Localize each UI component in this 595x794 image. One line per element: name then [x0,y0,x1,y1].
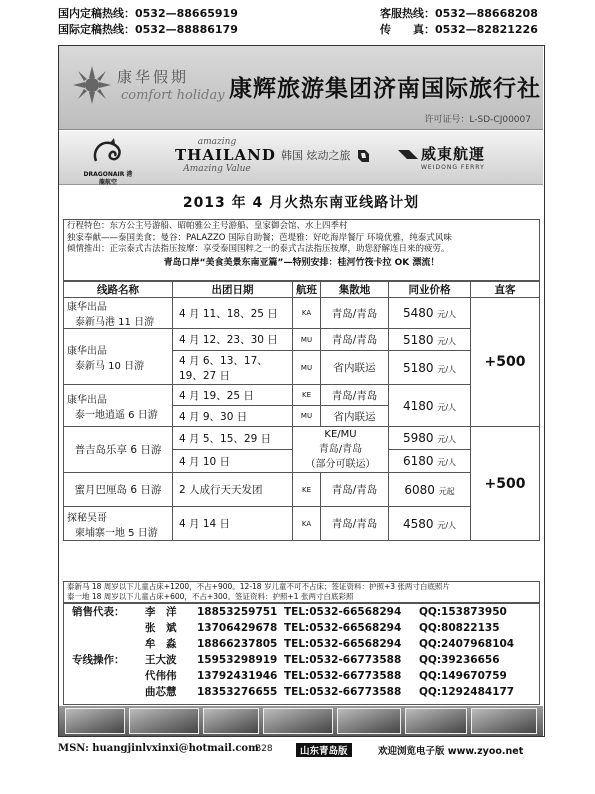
route-price: 4580 [402,516,434,531]
contact-name: 王大波 [145,654,177,666]
contact-tel: TEL:0532-66568294 [284,638,402,650]
international-hotline: 国际定稿热线：0532—88886179 [58,23,238,36]
route-depart: 青岛/青岛 [318,444,363,455]
dragon-icon [90,137,126,167]
ferry-name-cn: 威東航運 [421,145,486,163]
note-line: 泰一地 18 周岁以下儿童占床+600，不占+300。签证资料：护照+1 张两寸白底彩照 [67,592,354,601]
header-airline: 航班 [293,282,321,298]
route-dates: 4 月 10 日 [173,450,293,473]
header-depart: 集散地 [321,282,389,298]
contact-qq: QQ:2407968104 [419,638,515,650]
paper-edition-badge: 山东青岛版 [296,743,352,757]
table-row [64,329,540,351]
route-name-cell [64,298,173,329]
contact-mobile: 18353276655 [197,686,278,698]
price-unit: 元/人 [437,310,457,319]
route-depart: 青岛/青岛 [321,329,389,351]
route-name-cell [64,385,173,427]
route-airline: KE [293,473,321,507]
route-dates: 4 月 11、18、25 日 [173,298,293,329]
route-price-cell [389,427,471,450]
route-name: 蜜月巴厘岛 6 日游 [64,473,173,507]
domestic-hotline: 国内定稿热线：0532—88665919 [58,7,238,20]
contact-role: 销售代表： [72,606,125,618]
route-depart-note: （部分可联运） [305,459,376,470]
scenery-photo [263,708,333,734]
table-row [64,298,540,329]
route-price: 5180 [402,332,434,347]
route-dates: 4 月 12、23、30 日 [173,329,293,351]
child-and-visa-notes [63,581,540,603]
route-price-cell [389,473,471,507]
feature-special: 青岛口岸“美食美景东南亚篇”—特别安排：桂河竹筏卡拉 OK 漂流！ [163,257,440,268]
route-price-cell [389,329,471,351]
route-name-cell [64,507,173,541]
weidong-ferry-partner [397,143,517,171]
contact-tel: TEL:0532-66568294 [284,622,402,634]
scenery-photo [405,708,467,734]
price-unit: 元/人 [437,364,457,374]
contact-qq: QQ:1292484177 [419,686,515,698]
route-airline: MU [293,329,321,351]
route-depart: 青岛/青岛 [321,385,389,406]
contact-mobile: 13792431946 [197,670,278,682]
footer [58,743,545,759]
route-dates: 4 月 5、15、29 日 [173,427,293,450]
table-header-row [64,282,540,298]
route-dates: 2 人成行天天发团 [173,473,293,507]
route-depart: 青岛/青岛 [321,473,389,507]
route-brand: 康华出品 [67,394,107,406]
price-unit: 元/人 [437,402,457,412]
price-unit: 元/人 [437,458,457,467]
contact-qq: QQ:39236656 [419,654,500,666]
features-box [63,219,540,281]
price-unit: 元/人 [437,435,457,444]
license-number: 许可证号：L-SD-CJ00007 [424,115,531,125]
route-dates: 4 月 9、30 日 [173,406,293,427]
ferry-wing-icon [397,147,419,161]
contact-qq: QQ:149670759 [419,670,507,682]
contact-qq: QQ:153873950 [419,606,507,618]
contact-name: 李 洋 [145,606,177,618]
table-row [64,507,540,541]
contact-name: 代伟伟 [145,670,177,682]
table-row [64,385,540,406]
direct-price-2: +500 [471,427,540,541]
header-price: 同业价格 [389,282,471,298]
route-price: 4180 [402,398,434,413]
route-airline: MU [293,406,321,427]
header-direct: 直客 [471,282,540,298]
direct-price-1: +500 [471,298,540,427]
contacts-box [63,603,540,705]
contact-mobile: 18866237805 [197,638,278,650]
route-price-cell [389,450,471,473]
route-brand: 探秘吴哥 [67,512,107,524]
price-unit: 元/人 [437,520,457,530]
route-airline: MU [293,351,321,385]
header-route: 线路名称 [64,282,173,298]
sun-logo-icon [71,64,113,106]
contact-mobile: 18853259751 [197,606,278,618]
route-depart-cell [293,427,389,473]
route-price: 5180 [402,360,434,375]
plan-title: 2013 年 4 月火热东南亚线路计划 [182,195,420,211]
contact-tel: TEL:0532-66773588 [284,686,402,698]
contact-name: 张 斌 [145,622,177,634]
route-name-cell [64,329,173,385]
hotlines-header [58,6,537,40]
route-airline: KE/MU [324,429,357,440]
korea-text: 韩国 炫动之旅 [281,149,351,162]
header-dates: 出团日期 [173,282,293,298]
contact-qq: QQ:80822135 [419,622,500,634]
route-name: 泰一地逍遥 6 日游 [75,409,158,421]
contact-tel: TEL:0532-66568294 [284,606,402,618]
route-name: 泰新马港 11 日游 [75,317,155,328]
route-price-cell [389,385,471,427]
table-row [64,427,540,450]
thailand-amazing: amazing [197,137,237,147]
contact-tel: TEL:0532-66773588 [284,670,402,682]
website-link[interactable]: 欢迎浏览电子版 www.zyoo.net [378,746,524,757]
thailand-name: THAILAND [175,146,276,164]
advert-frame [58,45,545,737]
route-airline: KA [293,507,321,541]
korea-partner [281,147,370,164]
partner-banner [59,131,543,185]
scenery-photo [471,708,537,734]
route-dates: 4 月 19、25 日 [173,385,293,406]
route-name: 泰新马 10 日游 [75,360,145,372]
contact-tel: TEL:0532-66773588 [284,654,402,666]
scenery-photo [129,708,199,734]
route-depart: 省内联运 [321,406,389,427]
route-name: 柬埔寨一地 5 日游 [75,527,158,539]
price-unit: 元/人 [437,336,457,346]
table-row [64,473,540,507]
scenery-photo [65,708,125,734]
route-brand: 康华出品 [67,345,107,357]
scenery-photo [337,708,401,734]
route-price: 6080 [404,482,435,497]
thailand-partner [175,137,276,174]
route-name: 普吉岛乐享 6 日游 [64,427,173,473]
agency-name: 康辉旅游集团济南国际旅行社 [229,76,541,102]
route-price-cell [389,351,471,385]
route-price: 5980 [402,431,434,445]
service-hotline: 客服热线：0532—88668208 [380,7,538,20]
page-number: B28 [255,744,273,754]
feature-exclusive: 独家奉献——泰国美食；曼谷：PALAZZO 国际自助餐；芭堤雅：好吃海岸餐厅 环境优雅，纯泰式风味 [67,232,452,243]
route-price: 5480 [402,306,434,320]
scenery-photo [203,708,259,734]
thailand-tagline: Amazing Value [183,164,251,174]
contact-name: 牟 淼 [145,638,177,650]
fax-number: 传 真：0532—82821226 [380,23,538,36]
route-dates: 4 月 14 日 [173,507,293,541]
price-unit: 元起 [438,486,455,496]
feature-itinerary: 行程特色：东方公主号游船、昭帕雅公主号游船、皇家御会馆、水上四季村 [67,221,348,231]
dragonair-name: DRAGONAIR 港龍航空 [83,171,133,186]
route-depart: 省内联运 [321,351,389,385]
korea-logo-icon [357,148,370,164]
contact-role: 专线操作： [72,654,125,666]
contact-mobile: 13706429678 [197,622,278,634]
note-line: 泰新马 18 周岁以下儿童占床+1200，不占+900。12-18 岁儿童不可不占床；签证资料：护照+3 张两寸白底照片 [67,582,450,591]
ferry-name-en: WEIDONG FERRY [421,164,485,171]
route-price: 6180 [402,454,434,468]
feature-recommend: 倾情推出：正宗泰式古法指压按摩：享受泰国国粹之一的泰式古法指压按摩，助您舒解连日来的疲劳。 [67,244,450,254]
route-dates: 4 月 6、13、17、19、27 日 [173,351,293,385]
route-price-cell [389,507,471,541]
route-airline: KA [293,298,321,329]
contact-mobile: 15953298919 [197,654,278,666]
scenery-photo-strip [59,706,543,736]
route-brand: 康华出品 [67,302,107,313]
route-depart: 青岛/青岛 [321,507,389,541]
route-airline: KE [293,385,321,406]
brand-name-cn: 康华假期 [117,68,190,86]
brand-banner [59,46,543,130]
routes-table [63,281,540,541]
msn-contact: MSN: huangjinlvxinxi@hotmail.com [58,743,259,754]
route-price-cell [389,298,471,329]
route-depart: 青岛/青岛 [321,298,389,329]
brand-name-en: comfort holiday [121,88,225,103]
contact-name: 曲芯慧 [145,686,177,698]
dragonair-partner [83,137,133,187]
